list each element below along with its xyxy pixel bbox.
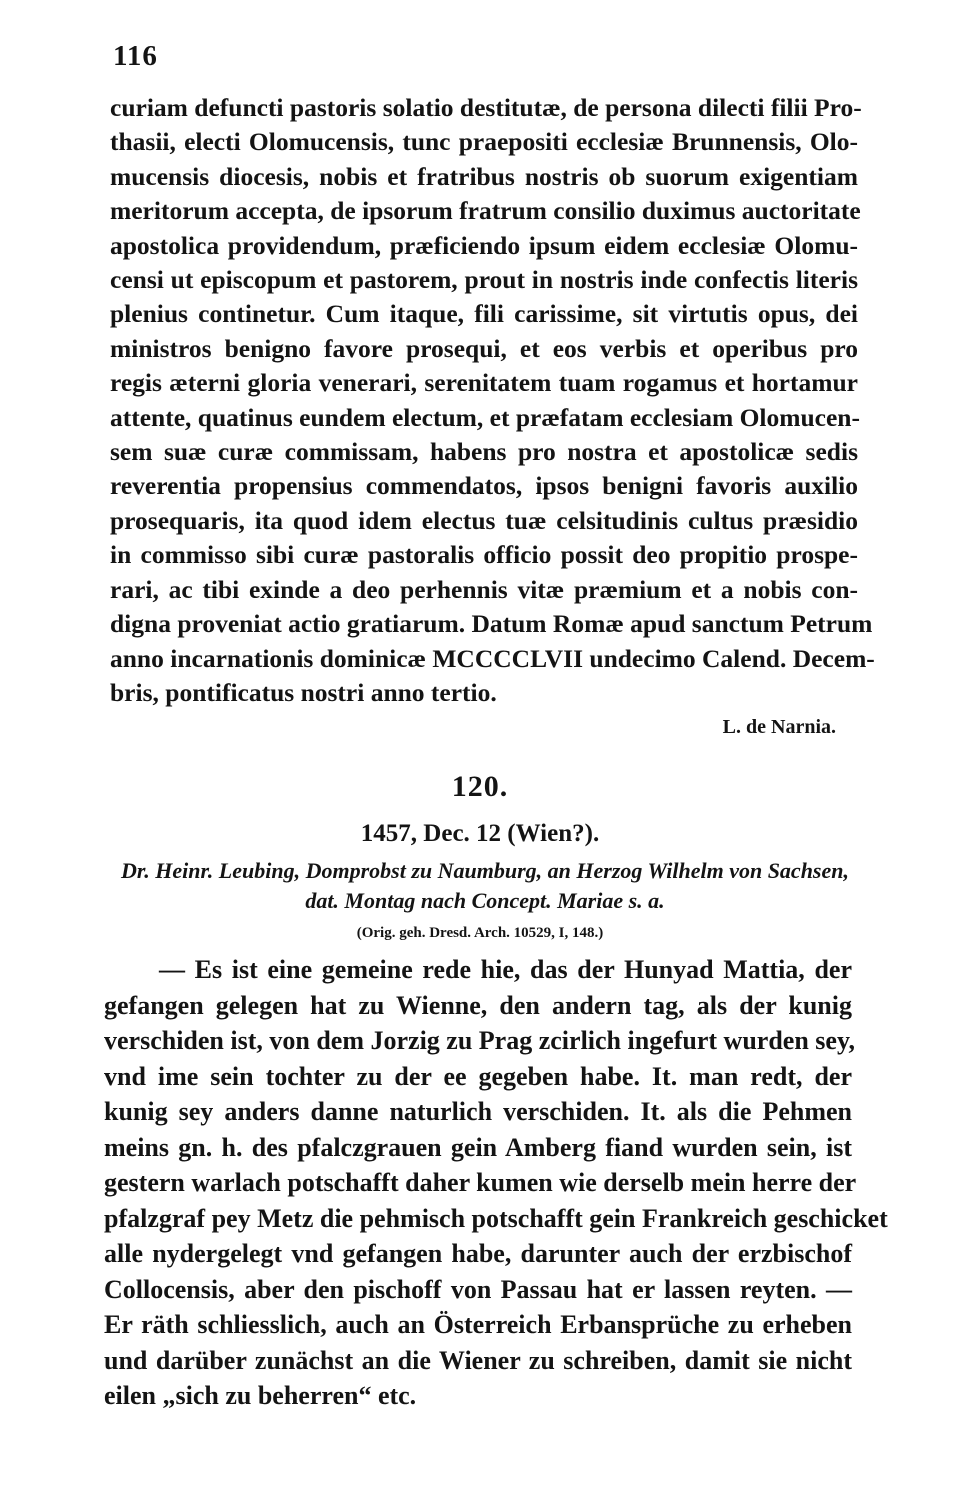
text-line: gefangen gelegen hat zu Wienne, den andern tag, als der kunig [104,990,852,1020]
text-line: alle nydergelegt vnd gefangen habe, darunter auch der erzbischof [104,1239,852,1268]
text-line: vnd ime sein tochter zu der ee gegeben habe. It. man redt, der [104,1061,852,1091]
text-line: meins gn. h. des pfalczgrauen gein Amberg fiand wurden sein, ist [104,1132,852,1162]
text-line: und darüber zunächst an die Wiener zu schreiben, damit sie nicht [104,1345,852,1375]
text-line: censi ut episcopum et pastorem, prout in nostris inde confectis literis [110,265,858,295]
text-line: eilen „sich zu beherren“ etc. [104,1381,417,1410]
text-line: prosequaris, ita quod idem electus tuæ celsitudinis cultus præsidio [110,505,858,535]
text-line: bris, pontificatus nostri anno tertio. [110,677,497,707]
text-line: thasii, electi Olomucensis, tunc praepositi ecclesiæ Brunnensis, Olo- [110,127,858,157]
text-line: mucensis diocesis, nobis et fratribus nostris ob suorum exigentiam [110,161,858,191]
text-line: Collocensis, aber den pischoff von Passau hat er lassen reyten. — [104,1274,852,1304]
text-line: — Es ist eine gemeine rede hie, das der Hunyad Mattia, der [159,955,852,984]
text-line: sem suæ curæ commissam, habens pro nostra et apostolicæ sedis [110,437,858,467]
text-line: verschiden ist, von dem Jorzig zu Prag zcirlich ingefurt wurden sey, [104,1026,856,1055]
letter-continuation [110,91,875,710]
text-line: kunig sey anders danne naturlich verschiden. It. als die Pehmen [104,1097,852,1126]
signature: L. de Narnia. [722,716,836,738]
summary-line: dat. Montag nach Concept. Mariae s. a. [305,888,665,913]
text-line: ministros benigno favore prosequi, et eos verbis et operibus pro [110,333,858,363]
document-text [104,952,888,1414]
text-line: in commisso sibi curæ pastoralis officio possit deo propitio prospe- [110,540,858,570]
text-line: digna proveniat actio gratiarum. Datum Romæ apud sanctum Petrum [110,609,873,639]
text-line: meritorum accepta, de ipsorum fratrum consilio duximus auctoritate [110,196,861,226]
text-line: plenius continetur. Cum itaque, fili carissime, sit virtutis opus, dei [110,299,858,329]
document-date: 1457, Dec. 12 (Wien?). [360,820,600,847]
archive-source: (Orig. geh. Dresd. Arch. 10529, I, 148.) [356,925,604,941]
text-line: rari, ac tibi exinde a deo perhennis vitæ præmium et a nobis con- [110,574,858,604]
summary-line: Dr. Heinr. Leubing, Domprobst zu Naumburg, an Herzog Wilhelm von Sachsen, [121,858,849,883]
document-summary [100,856,870,916]
text-line: regis æterni gloria venerari, serenitatem tuam rogamus et hortamur [110,368,858,398]
document-number: 120. [451,770,509,803]
text-line: pfalzgraf pey Metz die pehmisch potschafft gein Frankreich geschicket [104,1203,888,1233]
text-line: apostolica providendum, præficiendo ipsum eidem ecclesiæ Olomu- [110,230,858,260]
text-line: anno incarnationis dominicæ MCCCCLVII undecimo Calend. Decem- [110,643,875,673]
text-line: Er räth schliesslich, auch an Österreich Erbansprüche zu erheben [104,1310,852,1339]
text-line: attente, quatinus eundem electum, et præfatam ecclesiam Olomucen- [110,402,860,432]
text-line: curiam defuncti pastoris solatio destitutæ, de persona dilecti filii Pro- [110,93,862,122]
page-number: 116 [113,40,158,72]
text-line: reverentia propensius commendatos, ipsos benigni favoris auxilio [110,471,858,501]
text-line: gestern warlach potschafft daher kumen wie derselb mein herre der [104,1168,857,1197]
